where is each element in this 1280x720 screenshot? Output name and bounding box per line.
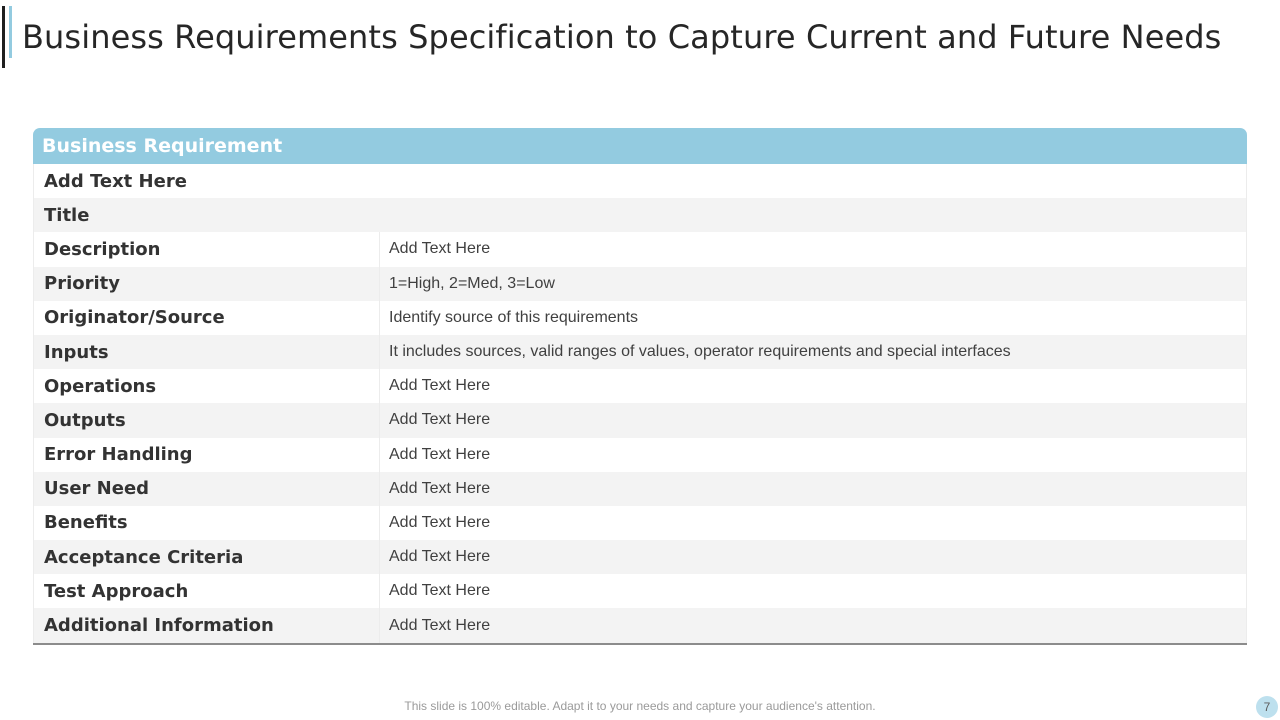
row-label: Priority <box>34 267 380 301</box>
table-row <box>33 472 1247 506</box>
table-row <box>33 164 1247 198</box>
row-label: Additional Information <box>34 608 380 642</box>
row-label: Inputs <box>34 335 380 369</box>
table-row <box>33 301 1247 335</box>
row-value: It includes sources, valid ranges of values, operator requirements and special interfaces <box>389 343 1011 361</box>
row-value: Add Text Here <box>389 582 491 600</box>
row-value: Add Text Here <box>389 513 491 531</box>
table-row <box>33 506 1247 540</box>
footer-note: This slide is 100% editable. Adapt it to your needs and capture your audience's attention. <box>404 699 876 713</box>
page-number-badge: 7 <box>1256 696 1278 718</box>
row-value <box>380 164 1246 198</box>
table-row <box>33 438 1247 472</box>
row-value: Add Text Here <box>389 479 491 497</box>
row-label: Benefits <box>34 506 380 540</box>
table-row <box>33 540 1247 574</box>
row-label: Outputs <box>34 403 380 437</box>
table-row <box>33 369 1247 403</box>
row-value: Identify source of this requirements <box>389 308 639 326</box>
row-label: Title <box>44 204 90 226</box>
page-title: Business Requirements Specification to Capture Current and Future Needs <box>22 18 1222 56</box>
table-row <box>33 335 1247 369</box>
row-value: Add Text Here <box>389 445 491 463</box>
row-label: Test Approach <box>34 574 380 608</box>
table-row <box>33 267 1247 301</box>
table-row <box>33 608 1247 642</box>
row-label: Acceptance Criteria <box>34 540 380 574</box>
row-label: Description <box>34 232 380 266</box>
row-value <box>380 198 1246 232</box>
table-row <box>33 198 1247 232</box>
row-label: Add Text Here <box>44 170 187 192</box>
table-row <box>33 403 1247 437</box>
row-value: Add Text Here <box>389 377 491 395</box>
title-accent-bar-dark <box>2 6 5 68</box>
row-value: Add Text Here <box>389 411 491 429</box>
row-label: Operations <box>34 369 380 403</box>
title-accent-bar-light <box>9 6 12 58</box>
table-header <box>33 128 1247 164</box>
table-row <box>33 574 1247 608</box>
row-label: Error Handling <box>34 438 380 472</box>
table-row <box>33 232 1247 266</box>
table-body <box>33 164 1247 645</box>
row-value: Add Text Here <box>389 240 491 258</box>
requirements-table <box>33 128 1247 645</box>
row-label: User Need <box>34 472 380 506</box>
row-value: Add Text Here <box>389 616 491 634</box>
table-header-label: Business Requirement <box>42 135 283 157</box>
row-value: Add Text Here <box>389 548 491 566</box>
row-label: Originator/Source <box>34 301 380 335</box>
row-value: 1=High, 2=Med, 3=Low <box>389 274 555 292</box>
